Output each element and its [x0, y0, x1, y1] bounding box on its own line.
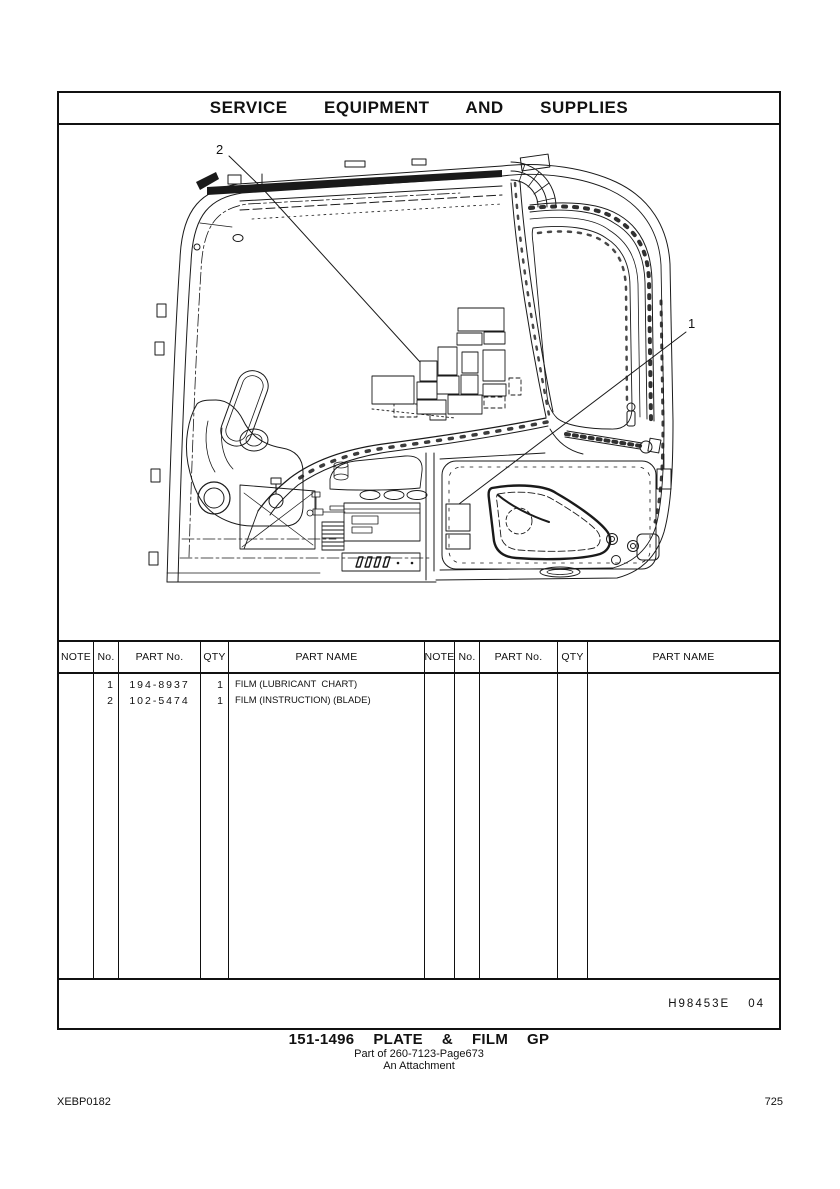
row-1-qty: 1 [217, 679, 223, 691]
row-2-no: 2 [107, 695, 113, 707]
cell-no [94, 674, 119, 980]
row-2-part-name: FILM (INSTRUCTION) (BLADE) [235, 695, 371, 706]
cab-line-drawing [59, 125, 779, 640]
cell-qty-2 [558, 674, 588, 980]
page-number: 725 [764, 1096, 783, 1108]
figure-area [59, 125, 779, 640]
doc-code: XEBP0182 [57, 1096, 111, 1108]
part-of-note: Part of 260-7123-Page673 [354, 1048, 484, 1060]
cell-part-name [229, 674, 425, 980]
cell-no-2 [455, 674, 480, 980]
cell-part-no-2 [480, 674, 558, 980]
parts-table [59, 640, 779, 980]
parts-table-body [59, 674, 779, 980]
col-header-note-2: NOTE [425, 642, 455, 672]
attachment-note: An Attachment [383, 1060, 455, 1072]
group-title: 151-1496 PLATE & FILM GP [288, 1031, 550, 1048]
col-header-note: NOTE [59, 642, 94, 672]
drawing-ref: H98453E [668, 998, 731, 1010]
cell-qty [201, 674, 229, 980]
drawing-ref-strip [59, 978, 779, 1028]
cell-part-no [119, 674, 201, 980]
cell-part-name-2 [588, 674, 779, 980]
col-header-no-2: No. [455, 642, 480, 672]
callout-1-label: 1 [688, 316, 696, 331]
row-2-part-no: 102-5474 [129, 695, 190, 707]
col-header-qty: QTY [201, 642, 229, 672]
row-2-qty: 1 [217, 695, 223, 707]
col-header-part-no: PART No. [119, 642, 201, 672]
col-header-part-name: PART NAME [229, 642, 425, 672]
page-title: SERVICE EQUIPMENT AND SUPPLIES [209, 98, 629, 117]
col-header-no: No. [94, 642, 119, 672]
footer-block [57, 1031, 781, 1072]
row-1-no: 1 [107, 679, 113, 691]
content-frame [57, 91, 781, 1030]
callout-2-label: 2 [216, 142, 224, 157]
col-header-part-no-2: PART No. [480, 642, 558, 672]
col-header-qty-2: QTY [558, 642, 588, 672]
col-header-part-name-2: PART NAME [652, 651, 715, 663]
cell-note-2 [425, 674, 455, 980]
parts-table-header [59, 642, 779, 674]
row-1-part-no: 194-8937 [129, 679, 190, 691]
cell-note [59, 674, 94, 980]
title-bar [59, 93, 779, 125]
row-1-part-name: FILM (LUBRICANT CHART) [235, 679, 358, 690]
drawing-rev: 04 [748, 998, 765, 1010]
